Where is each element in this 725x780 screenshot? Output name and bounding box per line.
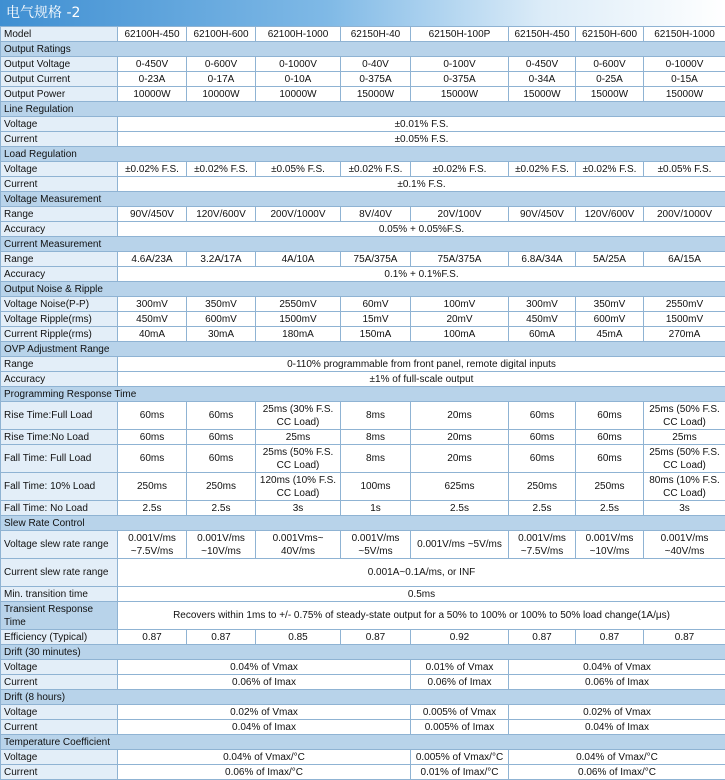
model-name-cell: 62100H-450: [118, 27, 187, 42]
spec-value: 40mA: [118, 327, 187, 342]
spec-value: 0-1000V: [644, 57, 725, 72]
spec-label: Range: [1, 357, 118, 372]
spec-value: 60ms: [187, 430, 256, 445]
spec-label: Current: [1, 132, 118, 147]
spec-value: 120V/600V: [187, 207, 256, 222]
section-header-row: [1, 516, 725, 531]
spec-value: 0-450V: [118, 57, 187, 72]
spec-label: Current Ripple(rms): [1, 327, 118, 342]
spec-value: 2.5s: [118, 501, 187, 516]
spec-value: 0-100V: [411, 57, 509, 72]
spec-row: [1, 402, 725, 430]
spec-table: [0, 26, 725, 780]
model-name-cell: 62150H-600: [576, 27, 644, 42]
spec-label: Current: [1, 765, 118, 780]
spec-value: 60ms: [576, 445, 644, 473]
spec-value: 8ms: [341, 430, 411, 445]
section-header-row: [1, 690, 725, 705]
spec-value: 6.8A/34A: [509, 252, 576, 267]
spec-value: 200V/1000V: [644, 207, 725, 222]
section-header-row: [1, 645, 725, 660]
spec-value: 0.87: [187, 630, 256, 645]
spec-value: 0.1% + 0.1%F.S.: [118, 267, 725, 282]
section-title: Drift (30 minutes): [1, 645, 725, 660]
spec-value: 60ms: [509, 402, 576, 430]
spec-value: 60ms: [187, 402, 256, 430]
spec-value: 90V/450V: [509, 207, 576, 222]
spec-value: 120V/600V: [576, 207, 644, 222]
spec-value: 0.001A~0.1A/ms, or INF: [118, 559, 725, 587]
spec-value: 450mV: [509, 312, 576, 327]
spec-label: Voltage: [1, 750, 118, 765]
spec-value: 0-17A: [187, 72, 256, 87]
spec-value: 3s: [644, 501, 725, 516]
section-title: Temperature Coefficient: [1, 735, 725, 750]
section-header-row: [1, 735, 725, 750]
spec-value: 0.04% of Imax: [118, 720, 411, 735]
spec-value: 75A/375A: [411, 252, 509, 267]
spec-value: ±0.05% F.S.: [256, 162, 341, 177]
section-header-row: [1, 282, 725, 297]
spec-value: 0.04% of Vmax/°C: [118, 750, 411, 765]
spec-value: 0-110% programmable from front panel, remote digital inputs: [118, 357, 725, 372]
spec-value: 0.01% of Imax/°C: [411, 765, 509, 780]
spec-value: 25ms (50% F.S. CC Load): [644, 402, 725, 430]
spec-value: 250ms: [187, 473, 256, 501]
spec-label: Voltage Noise(P-P): [1, 297, 118, 312]
model-name-cell: 62150H-100P: [411, 27, 509, 42]
spec-row: [1, 445, 725, 473]
spec-label: Rise Time:No Load: [1, 430, 118, 445]
spec-value: 0.001V/ms ~5V/ms: [411, 531, 509, 559]
spec-row: [1, 87, 725, 102]
spec-value: 8V/40V: [341, 207, 411, 222]
section-title: Slew Rate Control: [1, 516, 725, 531]
spec-value: 0.05% + 0.05%F.S.: [118, 222, 725, 237]
section-header-row: [1, 147, 725, 162]
section-title: Load Regulation: [1, 147, 725, 162]
spec-value: 25ms (50% F.S. CC Load): [256, 445, 341, 473]
spec-value: 0.06% of Imax: [509, 675, 725, 690]
spec-row: [1, 660, 725, 675]
spec-row: [1, 177, 725, 192]
spec-value: 0.005% of Imax: [411, 720, 509, 735]
section-header-row: [1, 342, 725, 357]
spec-value: ±0.05% F.S.: [644, 162, 725, 177]
spec-value: 60ms: [187, 445, 256, 473]
spec-value: 0.001V/ms ~7.5V/ms: [118, 531, 187, 559]
spec-value: 0.02% of Vmax: [118, 705, 411, 720]
spec-value: 3.2A/17A: [187, 252, 256, 267]
spec-row: [1, 720, 725, 735]
spec-value: 1500mV: [644, 312, 725, 327]
spec-row: [1, 630, 725, 645]
spec-value: 0-450V: [509, 57, 576, 72]
spec-value: ±0.02% F.S.: [509, 162, 576, 177]
spec-label: Fall Time: 10% Load: [1, 473, 118, 501]
spec-label: Accuracy: [1, 267, 118, 282]
spec-value: ±1% of full-scale output: [118, 372, 725, 387]
spec-value: 3s: [256, 501, 341, 516]
spec-value: 4A/10A: [256, 252, 341, 267]
spec-value: 60ms: [509, 445, 576, 473]
spec-value: 15000W: [576, 87, 644, 102]
spec-value: 0.01% of Vmax: [411, 660, 509, 675]
spec-value: 200V/1000V: [256, 207, 341, 222]
spec-label: Accuracy: [1, 222, 118, 237]
spec-value: 60ms: [576, 430, 644, 445]
spec-value: 100mV: [411, 297, 509, 312]
spec-label: Voltage: [1, 705, 118, 720]
spec-label: Fall Time: No Load: [1, 501, 118, 516]
spec-row: [1, 57, 725, 72]
spec-value: 0.87: [576, 630, 644, 645]
spec-value: 90V/450V: [118, 207, 187, 222]
spec-value: 0-10A: [256, 72, 341, 87]
model-name-cell: 62150H-450: [509, 27, 576, 42]
spec-value: 10000W: [118, 87, 187, 102]
spec-value: 60mV: [341, 297, 411, 312]
spec-value: 2.5s: [411, 501, 509, 516]
spec-value: 0.02% of Vmax: [509, 705, 725, 720]
spec-value: 450mV: [118, 312, 187, 327]
spec-label: Voltage slew rate range: [1, 531, 118, 559]
spec-value: 270mA: [644, 327, 725, 342]
model-name-cell: 62100H-600: [187, 27, 256, 42]
spec-value: 10000W: [256, 87, 341, 102]
spec-value: ±0.02% F.S.: [576, 162, 644, 177]
section-title: Line Regulation: [1, 102, 725, 117]
spec-value: 0.04% of Vmax: [509, 660, 725, 675]
spec-label: Range: [1, 207, 118, 222]
spec-value: 15000W: [509, 87, 576, 102]
spec-label: Fall Time: Full Load: [1, 445, 118, 473]
spec-row: [1, 267, 725, 282]
spec-value: 60ms: [118, 402, 187, 430]
spec-value: 600mV: [576, 312, 644, 327]
spec-value: 120ms (10% F.S. CC Load): [256, 473, 341, 501]
spec-value: 0.005% of Vmax: [411, 705, 509, 720]
spec-value: 60ms: [576, 402, 644, 430]
spec-row: [1, 430, 725, 445]
spec-label: Voltage: [1, 162, 118, 177]
spec-label: Voltage Ripple(rms): [1, 312, 118, 327]
spec-value: 0.87: [509, 630, 576, 645]
spec-value: ±0.05% F.S.: [118, 132, 725, 147]
spec-value: 250ms: [576, 473, 644, 501]
spec-row: [1, 222, 725, 237]
spec-value: ±0.02% F.S.: [118, 162, 187, 177]
section-title: Drift (8 hours): [1, 690, 725, 705]
spec-label: Voltage: [1, 660, 118, 675]
spec-row: [1, 675, 725, 690]
spec-label: Output Current: [1, 72, 118, 87]
spec-value: 100mA: [411, 327, 509, 342]
spec-row: [1, 501, 725, 516]
spec-value: 2550mV: [256, 297, 341, 312]
spec-label: Current: [1, 720, 118, 735]
spec-value: 15000W: [341, 87, 411, 102]
spec-label: Output Voltage: [1, 57, 118, 72]
spec-row: [1, 357, 725, 372]
spec-value: 6A/15A: [644, 252, 725, 267]
spec-value: 0-600V: [187, 57, 256, 72]
section-header-row: [1, 192, 725, 207]
section-title: OVP Adjustment Range: [1, 342, 725, 357]
model-name-cell: 62150H-1000: [644, 27, 725, 42]
spec-value: ±0.01% F.S.: [118, 117, 725, 132]
spec-value: 250ms: [118, 473, 187, 501]
model-header-label: Model: [1, 27, 118, 42]
spec-value: ±0.02% F.S.: [411, 162, 509, 177]
spec-row: [1, 587, 725, 602]
spec-value: 625ms: [411, 473, 509, 501]
spec-label: Voltage: [1, 117, 118, 132]
spec-row: [1, 117, 725, 132]
spec-value: 2550mV: [644, 297, 725, 312]
spec-value: 60ms: [118, 430, 187, 445]
spec-row: [1, 207, 725, 222]
spec-label: Output Power: [1, 87, 118, 102]
spec-value: 0.001V/ms ~10V/ms: [187, 531, 256, 559]
spec-value: 0.001V/ms ~7.5V/ms: [509, 531, 576, 559]
section-header-row: [1, 387, 725, 402]
spec-row: [1, 297, 725, 312]
spec-value: 0-15A: [644, 72, 725, 87]
spec-value: 25ms (30% F.S. CC Load): [256, 402, 341, 430]
spec-row: [1, 72, 725, 87]
spec-value: 0.005% of Vmax/°C: [411, 750, 509, 765]
section-title: Programming Response Time: [1, 387, 725, 402]
spec-value: 0.06% of Imax: [411, 675, 509, 690]
spec-value: 2.5s: [576, 501, 644, 516]
spec-value: 0.06% of Imax/°C: [118, 765, 411, 780]
section-header-row: [1, 237, 725, 252]
spec-label: Efficiency (Typical): [1, 630, 118, 645]
spec-value: 0.87: [341, 630, 411, 645]
spec-value: 60mA: [509, 327, 576, 342]
spec-value: 2.5s: [509, 501, 576, 516]
spec-value: 350mV: [187, 297, 256, 312]
spec-label: Current: [1, 675, 118, 690]
spec-value: 8ms: [341, 402, 411, 430]
section-title: Output Noise & Ripple: [1, 282, 725, 297]
spec-value: 0-375A: [341, 72, 411, 87]
spec-value: 20ms: [411, 445, 509, 473]
spec-value: 10000W: [187, 87, 256, 102]
model-name-cell: 62150H-40: [341, 27, 411, 42]
spec-value: 0.87: [118, 630, 187, 645]
spec-value: 20ms: [411, 402, 509, 430]
spec-row: [1, 252, 725, 267]
spec-value: 0.85: [256, 630, 341, 645]
spec-value: ±0.1% F.S.: [118, 177, 725, 192]
spec-value: 20V/100V: [411, 207, 509, 222]
page-title: 电气规格 -2: [0, 0, 725, 26]
spec-value: 0.001V/ms ~10V/ms: [576, 531, 644, 559]
spec-value: 0.04% of Vmax/°C: [509, 750, 725, 765]
section-title: Voltage Measurement: [1, 192, 725, 207]
spec-value: 25ms (50% F.S. CC Load): [644, 445, 725, 473]
spec-value: 60ms: [118, 445, 187, 473]
spec-value: 0-1000V: [256, 57, 341, 72]
spec-row: [1, 602, 725, 630]
spec-value: 30mA: [187, 327, 256, 342]
spec-value: 0.04% of Imax: [509, 720, 725, 735]
spec-value: 150mA: [341, 327, 411, 342]
spec-row: [1, 312, 725, 327]
spec-value: 25ms: [256, 430, 341, 445]
spec-value: 0.001V/ms ~5V/ms: [341, 531, 411, 559]
spec-label: Rise Time:Full Load: [1, 402, 118, 430]
model-name-cell: 62100H-1000: [256, 27, 341, 42]
spec-row: [1, 705, 725, 720]
spec-label: Transient Response Time: [1, 602, 118, 630]
spec-value: 0-25A: [576, 72, 644, 87]
spec-label: Current: [1, 177, 118, 192]
spec-value: 25ms: [644, 430, 725, 445]
spec-row: [1, 531, 725, 559]
spec-value: 0.06% of Imax: [118, 675, 411, 690]
spec-value: 350mV: [576, 297, 644, 312]
spec-value: 1500mV: [256, 312, 341, 327]
spec-label: Min. transition time: [1, 587, 118, 602]
spec-value: 20ms: [411, 430, 509, 445]
spec-value: 600mV: [187, 312, 256, 327]
spec-value: 15000W: [411, 87, 509, 102]
spec-value: 0-600V: [576, 57, 644, 72]
spec-value: 15000W: [644, 87, 725, 102]
spec-value: Recovers within 1ms to +/- 0.75% of steady-state output for a 50% to 100% or 100% to 50% load change(1A/μs): [118, 602, 725, 630]
spec-value: 0-375A: [411, 72, 509, 87]
spec-value: 0.5ms: [118, 587, 725, 602]
spec-row: [1, 559, 725, 587]
spec-row: [1, 372, 725, 387]
spec-value: 45mA: [576, 327, 644, 342]
spec-value: ±0.02% F.S.: [341, 162, 411, 177]
spec-value: 1s: [341, 501, 411, 516]
spec-value: 4.6A/23A: [118, 252, 187, 267]
spec-label: Range: [1, 252, 118, 267]
section-header-row: [1, 42, 725, 57]
spec-value: 300mV: [118, 297, 187, 312]
spec-value: 0-23A: [118, 72, 187, 87]
spec-value: 0.87: [644, 630, 725, 645]
model-header-row: [1, 27, 725, 42]
spec-value: 250ms: [509, 473, 576, 501]
spec-value: 5A/25A: [576, 252, 644, 267]
section-title: Current Measurement: [1, 237, 725, 252]
spec-value: ±0.02% F.S.: [187, 162, 256, 177]
spec-row: [1, 162, 725, 177]
spec-value: 80ms (10% F.S. CC Load): [644, 473, 725, 501]
spec-label: Current slew rate range: [1, 559, 118, 587]
spec-value: 0-40V: [341, 57, 411, 72]
spec-row: [1, 750, 725, 765]
spec-row: [1, 132, 725, 147]
spec-value: 180mA: [256, 327, 341, 342]
spec-value: 0-34A: [509, 72, 576, 87]
spec-value: 0.001Vms~ 40V/ms: [256, 531, 341, 559]
spec-value: 75A/375A: [341, 252, 411, 267]
spec-value: 0.001V/ms ~40V/ms: [644, 531, 725, 559]
spec-value: 0.06% of Imax/°C: [509, 765, 725, 780]
section-title: Output Ratings: [1, 42, 725, 57]
spec-value: 8ms: [341, 445, 411, 473]
spec-value: 0.04% of Vmax: [118, 660, 411, 675]
spec-row: [1, 473, 725, 501]
spec-row: [1, 327, 725, 342]
spec-value: 15mV: [341, 312, 411, 327]
spec-value: 2.5s: [187, 501, 256, 516]
spec-value: 0.92: [411, 630, 509, 645]
spec-label: Accuracy: [1, 372, 118, 387]
spec-value: 300mV: [509, 297, 576, 312]
spec-value: 60ms: [509, 430, 576, 445]
spec-value: 20mV: [411, 312, 509, 327]
section-header-row: [1, 102, 725, 117]
spec-value: 100ms: [341, 473, 411, 501]
